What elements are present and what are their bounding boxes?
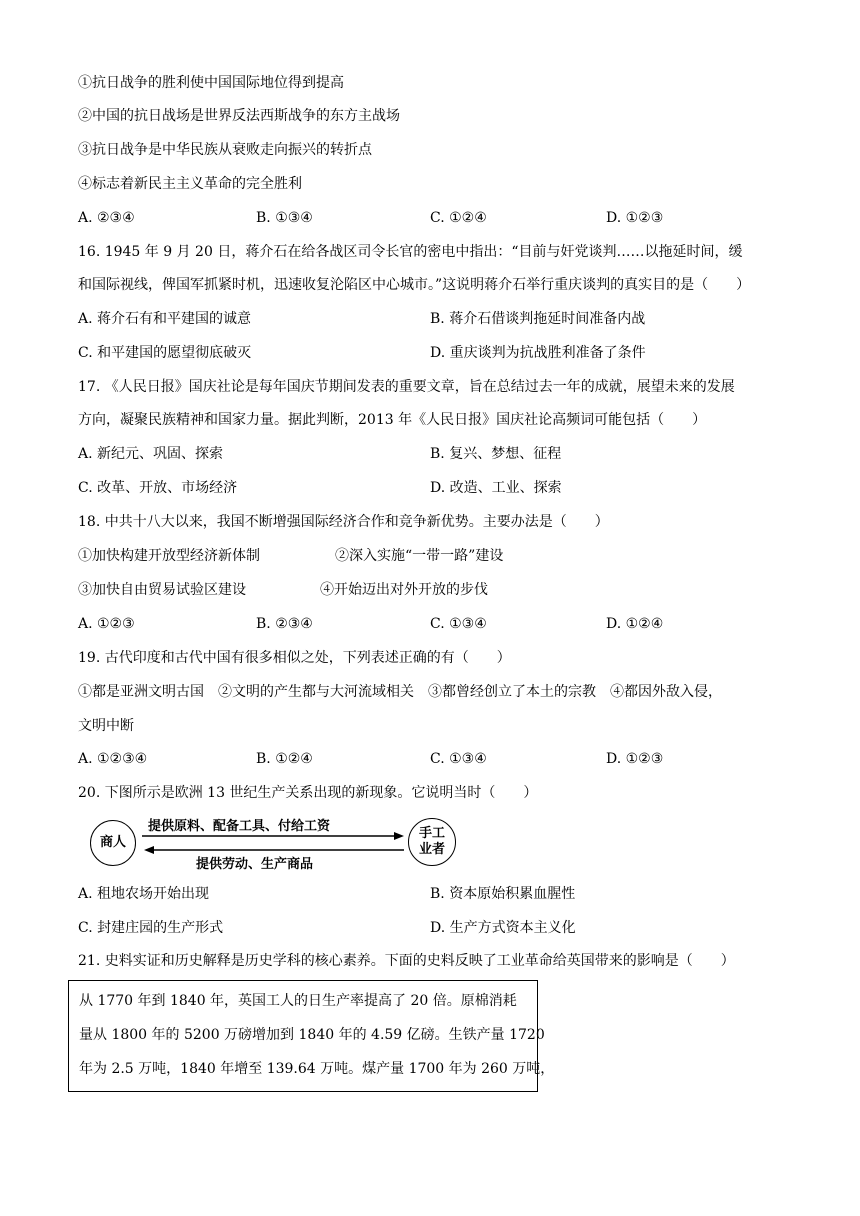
q18-item-4: ④开始迈出对外开放的步伐 bbox=[320, 582, 488, 598]
q18-option-a[interactable]: A. ①②③ bbox=[78, 616, 135, 632]
q15-option-b[interactable]: B. ①③④ bbox=[256, 210, 313, 226]
q18-stem: 18. 中共十八大以来，我国不断增强国际经济合作和竞争新优势。主要办法是（ ） bbox=[78, 514, 609, 530]
q19-items-line2: 文明中断 bbox=[78, 718, 134, 734]
q15-option-d[interactable]: D. ①②③ bbox=[606, 210, 664, 226]
q21-stem: 21. 史料实证和历史解释是历史学科的核心素养。下面的史料反映了工业革命给英国带来的影响是（ ） bbox=[78, 953, 735, 969]
q19-items-line1: ①都是亚洲文明古国 ②文明的产生都与大河流域相关 ③都曾经创立了本土的宗教 ④都因外敌入侵， bbox=[78, 684, 722, 700]
q21-source-box bbox=[68, 980, 555, 1092]
q21-source-line1: 从 1770 年到 1840 年，英国工人的日生产率提高了 20 倍。原棉消耗 bbox=[79, 993, 517, 1009]
q18-items-row1 bbox=[78, 546, 798, 566]
q18-options bbox=[78, 614, 798, 634]
q15-item-1: ①抗日战争的胜利使中国国际地位得到提高 bbox=[78, 75, 344, 91]
q16-option-b[interactable]: B. 蒋介石借谈判拖延时间准备内战 bbox=[430, 311, 646, 327]
bottom-arrow-label: 提供劳动、生产商品 bbox=[196, 857, 314, 872]
q15-option-c[interactable]: C. ①②④ bbox=[430, 210, 487, 226]
q16-options-row1 bbox=[78, 309, 798, 329]
bottom-arrow-head bbox=[144, 846, 154, 854]
q20-option-d[interactable]: D. 生产方式资本主义化 bbox=[430, 920, 576, 936]
q15-options bbox=[78, 208, 798, 228]
q16-stem-line2: 和国际视线，俾国军抓紧时机，迅速收复沦陷区中心城市。”这说明蒋介石举行重庆谈判的真实目的是（ ） bbox=[78, 277, 751, 293]
q18-items-row2 bbox=[78, 580, 798, 600]
q16-option-d[interactable]: D. 重庆谈判为抗战胜利准备了条件 bbox=[430, 345, 646, 361]
q15-item-3: ③抗日战争是中华民族从衰败走向振兴的转折点 bbox=[78, 142, 372, 158]
q17-option-b[interactable]: B. 复兴、梦想、征程 bbox=[430, 446, 562, 462]
q17-options-row1 bbox=[78, 444, 798, 464]
q16-option-c[interactable]: C. 和平建国的愿望彻底破灭 bbox=[78, 345, 252, 361]
q20-option-b[interactable]: B. 资本原始积累血腥性 bbox=[430, 886, 576, 902]
q18-option-b[interactable]: B. ②③④ bbox=[256, 616, 313, 632]
top-arrow-head bbox=[394, 832, 404, 840]
artisan-node-label-line1: 手工 bbox=[418, 826, 445, 841]
q20-option-a[interactable]: A. 租地农场开始出现 bbox=[78, 886, 210, 902]
q16-options-row2 bbox=[78, 343, 798, 363]
q17-option-c[interactable]: C. 改革、开放、市场经济 bbox=[78, 480, 238, 496]
q18-item-1: ①加快构建开放型经济新体制 bbox=[78, 548, 260, 564]
q20-options-row1 bbox=[78, 884, 798, 904]
q20-stem: 20. 下图所示是欧洲 13 世纪生产关系出现的新现象。它说明当时（ ） bbox=[78, 785, 538, 801]
artisan-node-label-line2: 业者 bbox=[418, 842, 445, 857]
q20-options-row2 bbox=[78, 918, 798, 938]
q17-stem-line1: 17. 《人民日报》国庆社论是每年国庆节期间发表的重要文章，旨在总结过去一年的成就，展望未来的发展 bbox=[78, 379, 735, 395]
q16-stem-line1: 16. 1945 年 9 月 20 日，蒋介石在给各战区司令长官的密电中指出：“目前与奸党谈判……以拖延时间，缓 bbox=[78, 244, 743, 260]
q20-diagram bbox=[86, 812, 446, 874]
merchant-node-label: 商人 bbox=[99, 835, 126, 850]
q18-option-c[interactable]: C. ①③④ bbox=[430, 616, 487, 632]
q15-option-a[interactable]: A. ②③④ bbox=[78, 210, 135, 226]
q19-option-d[interactable]: D. ①②③ bbox=[606, 751, 664, 767]
q16-option-a[interactable]: A. 蒋介石有和平建国的诚意 bbox=[78, 311, 252, 327]
q17-option-d[interactable]: D. 改造、工业、探索 bbox=[430, 480, 562, 496]
q17-option-a[interactable]: A. 新纪元、巩固、探索 bbox=[78, 446, 224, 462]
q15-item-2: ②中国的抗日战场是世界反法西斯战争的东方主战场 bbox=[78, 108, 400, 124]
q18-item-3: ③加快自由贸易试验区建设 bbox=[78, 582, 246, 598]
q17-stem-line2: 方向，凝聚民族精神和国家力量。据此判断，2013 年《人民日报》国庆社论高频词可能包括（ ） bbox=[78, 412, 707, 428]
q18-option-d[interactable]: D. ①②④ bbox=[606, 616, 664, 632]
top-arrow-label: 提供原料、配备工具、付给工资 bbox=[148, 819, 331, 834]
q21-source-line2: 量从 1800 年的 5200 万磅增加到 1840 年的 4.59 亿磅。生铁产量 1720 bbox=[79, 1027, 545, 1043]
q20-option-c[interactable]: C. 封建庄园的生产形式 bbox=[78, 920, 224, 936]
q19-stem: 19. 古代印度和古代中国有很多相似之处，下列表述正确的有（ ） bbox=[78, 650, 511, 666]
q19-option-a[interactable]: A. ①②③④ bbox=[78, 751, 148, 767]
q21-source-line3: 年为 2.5 万吨，1840 年增至 139.64 万吨。煤产量 1700 年为 260 万吨， bbox=[79, 1061, 555, 1077]
q19-options bbox=[78, 749, 798, 769]
q17-options-row2 bbox=[78, 478, 798, 498]
q19-option-b[interactable]: B. ①②④ bbox=[256, 751, 313, 767]
q18-item-2: ②深入实施“一带一路”建设 bbox=[335, 548, 504, 564]
q15-item-4: ④标志着新民主主义革命的完全胜利 bbox=[78, 176, 302, 192]
q19-option-c[interactable]: C. ①③④ bbox=[430, 751, 487, 767]
